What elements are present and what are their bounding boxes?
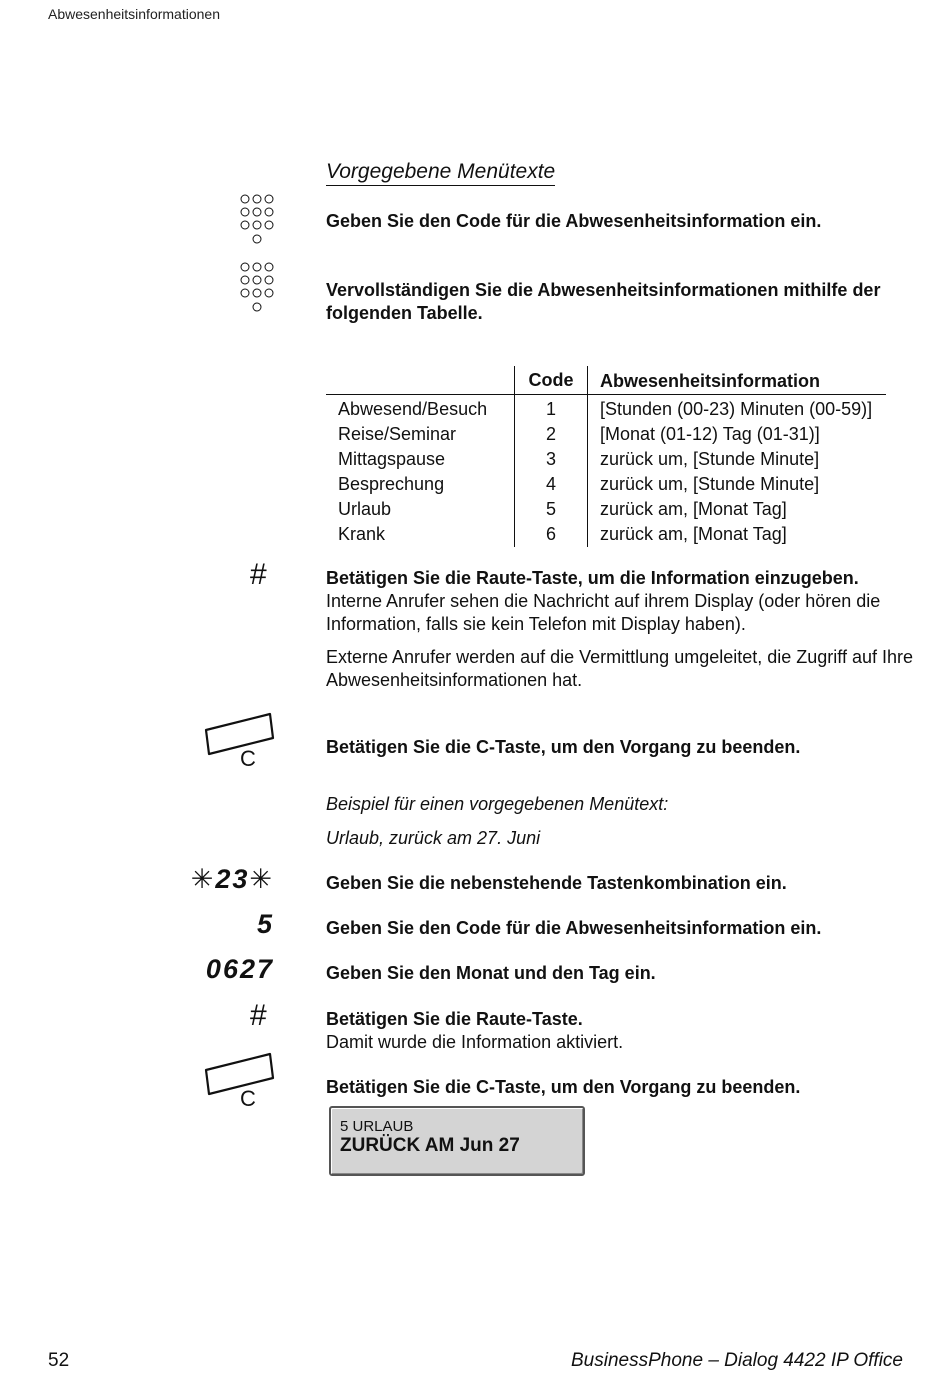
keypad-icon	[238, 194, 278, 246]
hash-key-icon: #	[250, 999, 267, 1032]
running-head: Abwesenheitsinformationen	[48, 6, 220, 22]
table-cell-info: zurück um, [Stunde Minute]	[588, 472, 887, 497]
star-23-star-keys: ✳23✳	[190, 864, 274, 894]
example-text: Urlaub, zurück am 27. Juni	[326, 828, 541, 848]
example-step-code: Geben Sie den Code für die Abwesenheitsinformation ein.	[326, 918, 822, 938]
table-header-code: Code	[515, 366, 588, 395]
example-instruction-c-key-end: Betätigen Sie die C-Taste, um den Vorgang zu beenden.	[326, 1077, 801, 1097]
table-cell-code: 6	[515, 522, 588, 547]
document-title: BusinessPhone – Dialog 4422 IP Office	[571, 1350, 903, 1371]
table-cell-name: Abwesend/Besuch	[338, 399, 488, 419]
table-row	[326, 472, 886, 497]
table-header-row	[326, 366, 886, 395]
page-number: 52	[48, 1350, 70, 1371]
example-note-activated: Damit wurde die Information aktiviert.	[326, 1032, 624, 1052]
table-row	[326, 422, 886, 447]
table-cell-code: 5	[515, 497, 588, 522]
table-cell-name: Besprechung	[338, 474, 445, 494]
instruction-complete-info: Vervollständigen Sie die Abwesenheitsinformationen mithilfe der folgenden Tabelle.	[326, 280, 881, 323]
table-row	[326, 522, 886, 547]
instruction-hash-block	[326, 567, 916, 692]
table-cell-name: Urlaub	[338, 499, 392, 519]
instruction-code-entry: Geben Sie den Code für die Abwesenheitsinformation ein.	[326, 211, 822, 231]
note-internal-callers: Interne Anrufer sehen die Nachricht auf ihrem Display (oder hören die Information, falls sie kein Telefon mit Display haben).	[326, 591, 881, 634]
table-cell-name: Reise/Seminar	[338, 424, 457, 444]
table-cell-code: 3	[515, 447, 588, 472]
display-line-2: ZURÜCK AM Jun 27	[340, 1135, 520, 1156]
display-line-1: 5 URLAUB	[340, 1118, 414, 1135]
example-step-key-combo: Geben Sie die nebenstehende Tastenkombination ein.	[326, 873, 787, 893]
keypad-icon	[238, 262, 278, 314]
table-cell-code: 2	[515, 422, 588, 447]
table-header-info: Abwesenheitsinformation	[588, 366, 887, 395]
table-cell-info: [Monat (01-12) Tag (01-31)]	[588, 422, 887, 447]
c-key-label: C	[240, 1086, 256, 1110]
table-cell-code: 4	[515, 472, 588, 497]
table-cell-info: [Stunden (00-23) Minuten (00-59)]	[588, 395, 887, 423]
phone-display	[329, 1106, 585, 1176]
instruction-c-key-end: Betätigen Sie die C-Taste, um den Vorgang zu beenden.	[326, 737, 801, 757]
table-cell-name: Krank	[338, 524, 386, 544]
table-cell-name: Mittagspause	[338, 449, 446, 469]
example-instruction-hash: Betätigen Sie die Raute-Taste.	[326, 1009, 583, 1029]
digit-key-5: 5	[256, 909, 274, 939]
hash-key-icon: #	[250, 558, 267, 591]
section-title: Vorgegebene Menütexte	[326, 160, 555, 186]
table-row	[326, 447, 886, 472]
example-intro: Beispiel für einen vorgegebenen Menütext:	[326, 794, 669, 814]
c-key-icon	[200, 1048, 280, 1110]
example-hash-block	[326, 1008, 916, 1054]
table-cell-info: zurück am, [Monat Tag]	[588, 497, 887, 522]
c-key-label: C	[240, 746, 256, 770]
instruction-hash: Betätigen Sie die Raute-Taste, um die Information einzugeben.	[326, 568, 859, 588]
c-key-icon	[200, 708, 280, 770]
digit-keys-0627: 0627	[205, 954, 274, 984]
example-step-date: Geben Sie den Monat und den Tag ein.	[326, 963, 656, 983]
table-cell-code: 1	[515, 395, 588, 423]
table-cell-info: zurück am, [Monat Tag]	[588, 522, 887, 547]
table-header-name	[326, 366, 515, 395]
table-cell-info: zurück um, [Stunde Minute]	[588, 447, 887, 472]
note-external-callers: Externe Anrufer werden auf die Vermittlung umgeleitet, die Zugriff auf Ihre Abwesenheitsinformationen hat.	[326, 647, 913, 690]
table-row	[326, 395, 886, 423]
absence-code-table	[326, 366, 886, 547]
table-row	[326, 497, 886, 522]
